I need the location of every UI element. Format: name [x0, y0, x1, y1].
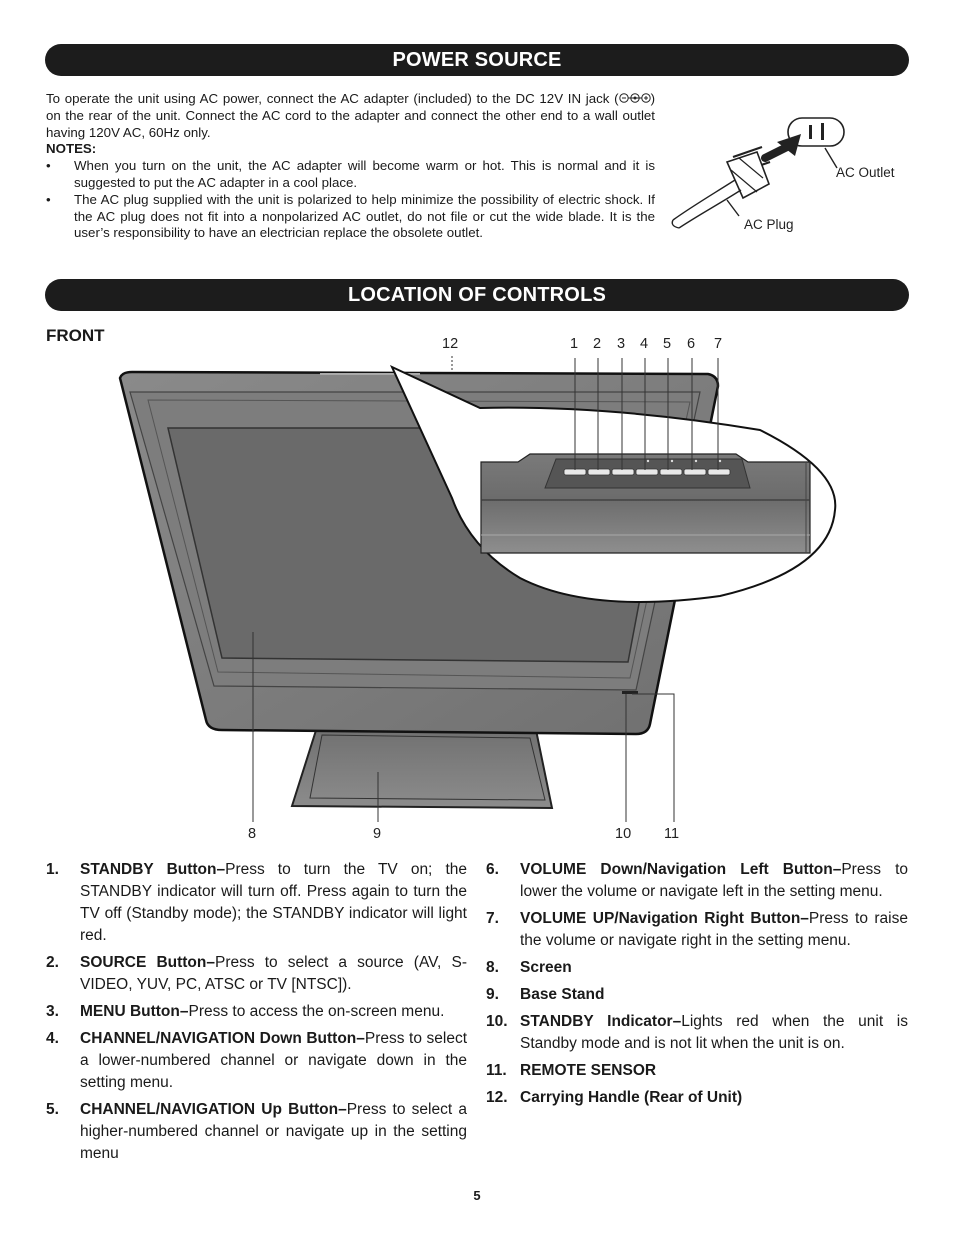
control-item: 5. CHANNEL/NAVIGATION Up Button–Press to select a higher-numbered channel or navigate up in the setting menu [46, 1101, 468, 1162]
ac-plug-label: AC Plug [744, 217, 794, 232]
channel-up-button [660, 469, 682, 475]
paragraph-part-b: ) on the rear of the unit. Connect the AC cord to the adapter and connect the other end to a wall outlet having 120V AC, 60Hz only. [46, 91, 655, 140]
power-source-paragraph [46, 91, 655, 141]
notes-list [46, 158, 655, 242]
tv-front-illustration [100, 355, 860, 825]
front-heading: FRONT [46, 326, 105, 345]
ac-outlet-label: AC Outlet [836, 165, 895, 180]
notes-heading: NOTES: [46, 141, 97, 157]
menu-button [612, 469, 634, 475]
control-item: 10. STANDBY Indicator–Lights red when the unit is Standby mode and is not lit when the unit is on. [486, 1013, 908, 1052]
callout-10: 10 [615, 826, 632, 842]
callout-3: 3 [617, 336, 626, 352]
note-item: • When you turn on the unit, the AC adapter will become warm or hot. This is normal and it is suggested to put the AC adapter in a cool place. [46, 158, 655, 192]
control-item: 11. REMOTE SENSOR [486, 1062, 657, 1079]
polarity-icon [619, 92, 651, 104]
controls-list-right [486, 859, 908, 1114]
controls-list-left [46, 859, 467, 1170]
location-of-controls-title: LOCATION OF CONTROLS [45, 279, 909, 311]
control-item: 4. CHANNEL/NAVIGATION Down Button–Press to select a lower-numbered channel or navigate down in the setting menu. [46, 1030, 467, 1091]
control-item: 9. Base Stand [486, 986, 605, 1003]
page-number: 5 [473, 1188, 481, 1203]
power-source-text [46, 91, 655, 242]
callout-7: 7 [714, 336, 723, 352]
callout-2: 2 [593, 336, 602, 352]
channel-down-button [636, 469, 658, 475]
power-source-title: POWER SOURCE [45, 44, 909, 76]
control-item: 2. SOURCE Button–Press to select a source (AV, S-VIDEO, YUV, PC, ATSC or TV [NTSC]). [46, 954, 467, 993]
control-item: 7. VOLUME UP/Navigation Right Button–Press to raise the volume or navigate right in the setting menu. [486, 910, 908, 949]
callout-9: 9 [373, 826, 382, 842]
control-item: 1. STANDBY Button–Press to turn the TV on; the STANDBY indicator will turn off. Press again to turn the TV off (Standby mode); the STANDBY indicator will light red. [46, 861, 467, 944]
volume-up-button [708, 469, 730, 475]
callout-8: 8 [248, 826, 257, 842]
callout-12: 12 [442, 336, 459, 352]
paragraph-part-a: To operate the unit using AC power, connect the AC adapter (included) to the DC 12V IN jack ( [46, 91, 619, 106]
callout-4: 4 [640, 336, 649, 352]
note-item: • The AC plug supplied with the unit is polarized to help minimize the possibility of electric shock. If the AC plug does not fit into a nonpolarized AC outlet, do not file or cut the wide blade. It is the user’s responsibility to have an electrician replace the obsolete outlet. [46, 192, 655, 242]
volume-down-button [684, 469, 706, 475]
control-item: 3. MENU Button–Press to access the on-screen menu. [46, 1003, 445, 1020]
source-button [588, 469, 610, 475]
control-item: 8. Screen [486, 959, 572, 976]
callout-5: 5 [663, 336, 672, 352]
callout-6: 6 [687, 336, 696, 352]
callout-1: 1 [570, 336, 579, 352]
callout-11: 11 [664, 826, 680, 842]
control-item: 6. VOLUME Down/Navigation Left Button–Press to lower the volume or navigate left in the setting menu. [486, 861, 909, 900]
control-item: 12. Carrying Handle (Rear of Unit) [486, 1089, 743, 1106]
